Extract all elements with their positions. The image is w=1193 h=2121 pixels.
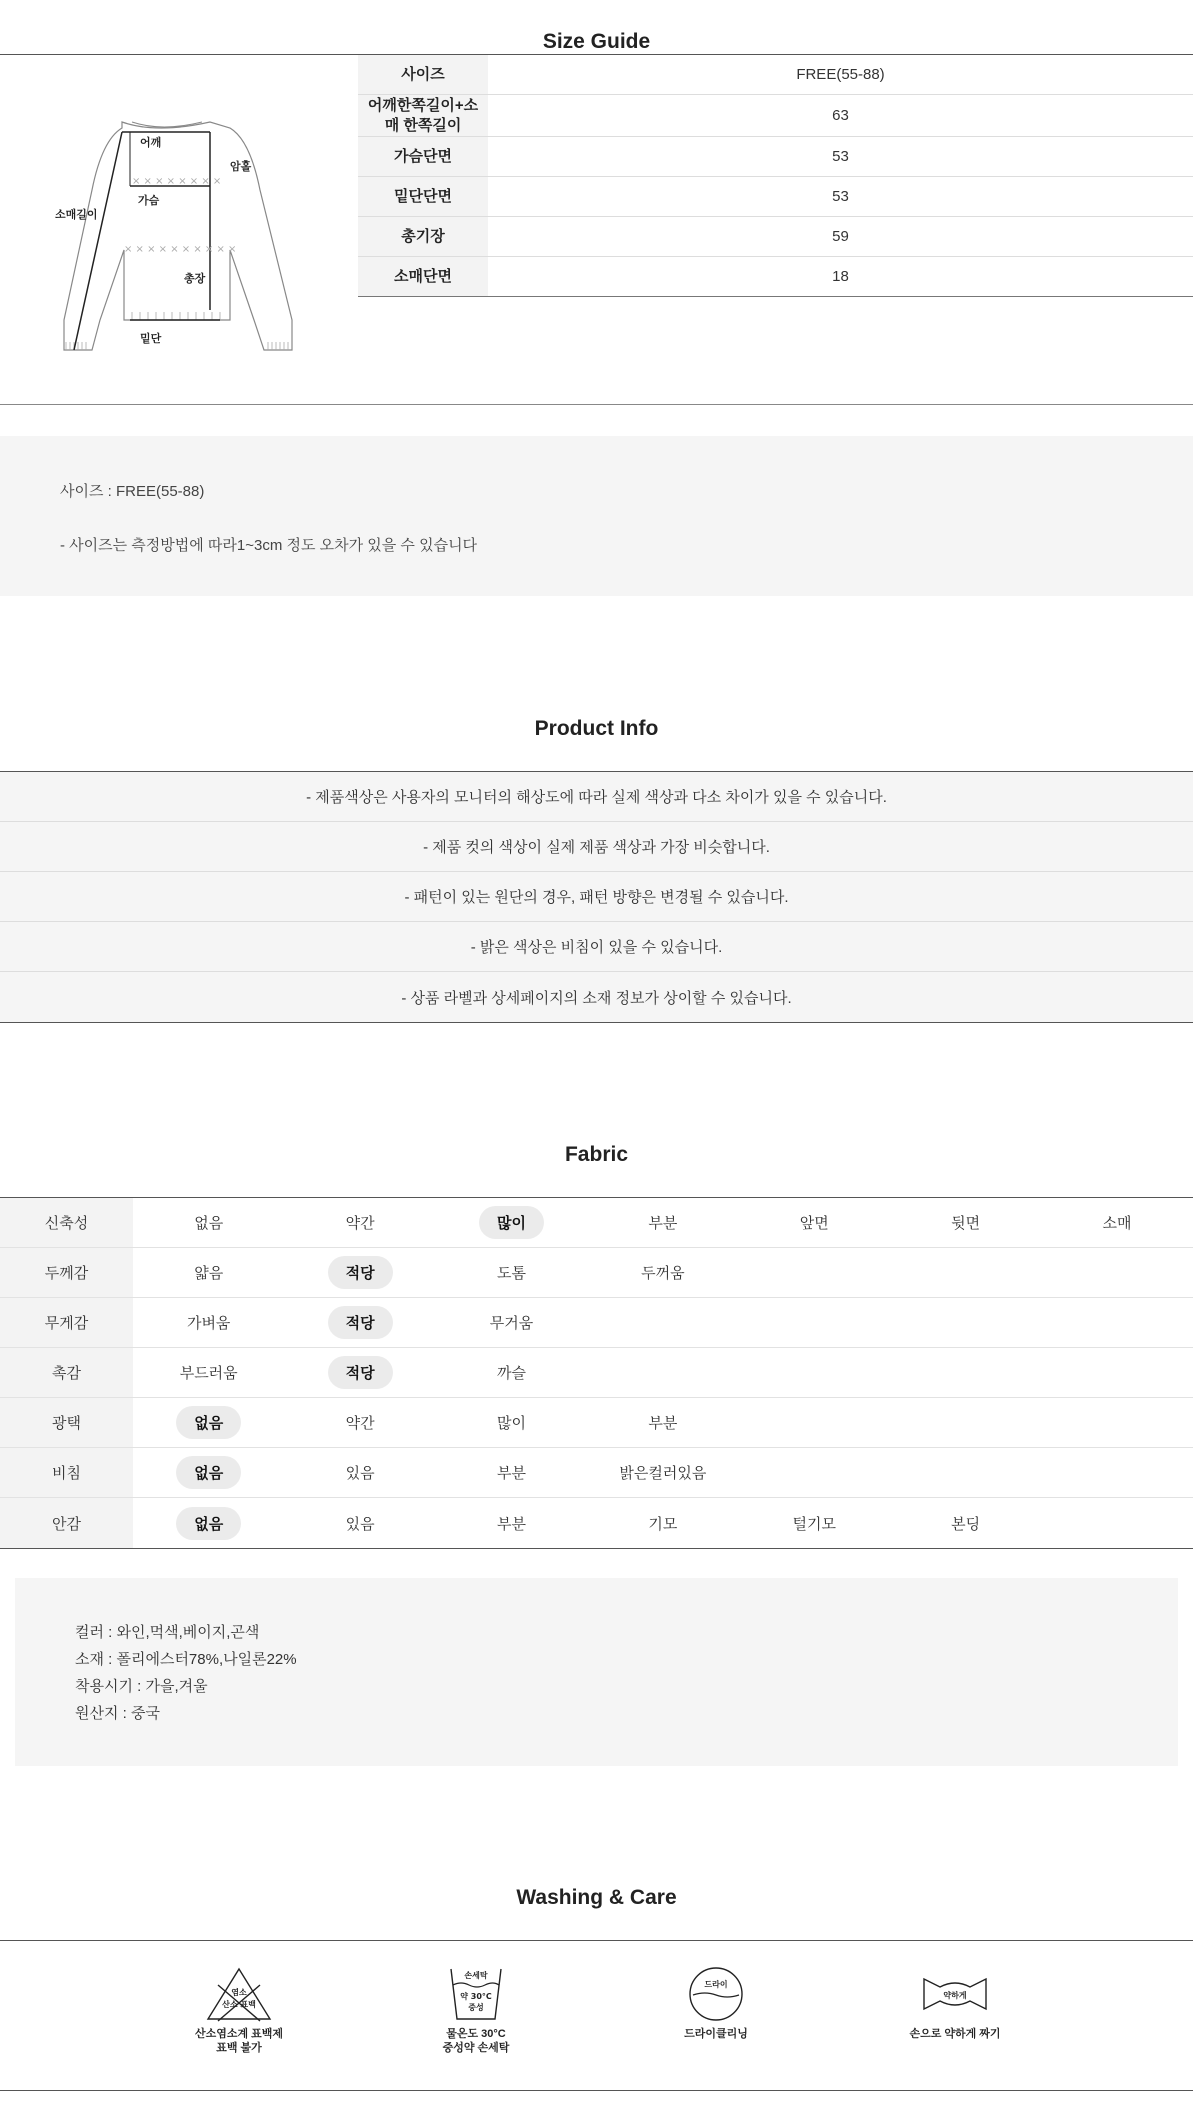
fabric-option-label: 많이 — [496, 1415, 526, 1432]
fabric-option-label: 도톰 — [496, 1265, 526, 1282]
size-note: 사이즈 : FREE(55-88) — [60, 483, 205, 500]
svg-text:× × × × × × × × × ×: × × × × × × × × × × — [124, 244, 237, 255]
fabric-option-label: 두꺼움 — [641, 1265, 685, 1282]
gentle-wring-icon — [920, 1965, 990, 2023]
fabric-option — [739, 1498, 890, 1548]
fabric-option-label — [1099, 1367, 1135, 1379]
fabric-option — [1041, 1448, 1192, 1497]
fabric-attribute-label: 비침 — [0, 1448, 133, 1497]
size-row — [358, 137, 1193, 177]
armhole-label: 암홀 — [230, 161, 252, 173]
size-key: 사이즈 — [358, 55, 488, 94]
product-info-item: - 밝은 색상은 비침이 있을 수 있습니다. — [0, 922, 1193, 972]
product-info-list — [0, 771, 1193, 1023]
fabric-option — [133, 1348, 284, 1397]
fabric-option-label — [1099, 1317, 1135, 1329]
fabric-option — [436, 1348, 587, 1397]
fabric-option — [587, 1448, 738, 1497]
fabric-option — [133, 1448, 284, 1497]
shoulder-label: 어깨 — [140, 137, 162, 149]
fabric-option — [436, 1248, 587, 1297]
fabric-option — [436, 1448, 587, 1497]
origin-detail: 원산지 : 중국 — [75, 1705, 160, 1722]
fabric-option — [284, 1298, 435, 1347]
season-detail: 착용시기 : 가을,겨울 — [75, 1678, 208, 1695]
size-guide-title: Size Guide — [542, 30, 651, 53]
fabric-option-label: 앞면 — [799, 1215, 829, 1232]
measurement-note: - 사이즈는 측정방법에 따라1~3cm 정도 오차가 있을 수 있습니다 — [60, 537, 478, 554]
wash-item-no-bleach — [164, 1965, 314, 2055]
fabric-option — [133, 1498, 284, 1548]
product-info-item: - 제품색상은 사용자의 모니터의 해상도에 따라 실제 색상과 다소 차이가 있을 수 있습니다. — [0, 772, 1193, 822]
wash-item-gentle-wring — [880, 1965, 1030, 2041]
fabric-option — [284, 1348, 435, 1397]
fabric-option-label: 밝은컬러있음 — [619, 1465, 707, 1482]
fabric-option — [436, 1398, 587, 1447]
fabric-option — [436, 1198, 587, 1247]
fabric-option — [890, 1348, 1041, 1397]
fabric-option — [739, 1298, 890, 1347]
fabric-details-box — [15, 1578, 1178, 1766]
fabric-option — [739, 1198, 890, 1247]
fabric-option — [739, 1398, 890, 1447]
wash-label: 표백 불가 — [216, 2042, 262, 2054]
fabric-option-selected: 없음 — [176, 1507, 241, 1540]
divider — [0, 404, 1193, 405]
fabric-attribute-label: 안감 — [0, 1498, 133, 1548]
fabric-option — [133, 1398, 284, 1447]
fabric-option — [133, 1198, 284, 1247]
fabric-option-label — [948, 1467, 984, 1479]
fabric-option — [1041, 1498, 1192, 1548]
fabric-option-label: 부분 — [648, 1415, 678, 1432]
symbol-text: 염소 — [231, 1988, 247, 1997]
wash-label: 물온도 30°C — [446, 2028, 506, 2040]
fabric-row — [0, 1498, 1193, 1548]
fabric-option — [436, 1298, 587, 1347]
size-key: 소매단면 — [358, 257, 488, 296]
sweater-size-diagram — [52, 110, 302, 360]
material-detail: 소재 : 폴리에스터78%,나일론22% — [75, 1651, 297, 1668]
fabric-option-label: 기모 — [648, 1515, 678, 1533]
fabric-option — [890, 1498, 1041, 1548]
symbol-text: 산소 표백 — [222, 2000, 256, 2009]
fabric-option-selected: 적당 — [328, 1356, 393, 1389]
fabric-option — [587, 1348, 738, 1397]
fabric-attribute-label: 촉감 — [0, 1348, 133, 1397]
size-key: 어깨한쪽길이+소매 한쪽길이 — [358, 95, 488, 136]
svg-text:× × × × × × × ×: × × × × × × × × — [132, 176, 222, 187]
size-value: 59 — [832, 228, 849, 245]
symbol-text: 약하게 — [943, 1991, 967, 2000]
fabric-option-selected: 없음 — [176, 1456, 241, 1489]
fabric-option — [890, 1448, 1041, 1497]
fabric-option-label — [1099, 1467, 1135, 1479]
symbol-text: 드라이 — [704, 1980, 728, 1989]
size-table — [358, 55, 1193, 297]
fabric-attribute-label: 광택 — [0, 1398, 133, 1447]
fabric-option — [587, 1248, 738, 1297]
fabric-table — [0, 1197, 1193, 1549]
symbol-text: 약 30°C — [460, 1992, 492, 2001]
symbol-text: 중성 — [468, 2003, 484, 2012]
divider — [0, 2090, 1193, 2091]
divider — [0, 1940, 1193, 1941]
fabric-option — [1041, 1348, 1192, 1397]
fabric-option-label: 부분 — [648, 1215, 678, 1232]
wash-label: 중성약 손세탁 — [442, 2042, 510, 2054]
fabric-attribute-label: 무게감 — [0, 1298, 133, 1347]
fabric-option-label — [1099, 1517, 1135, 1529]
fabric-attribute-label: 신축성 — [0, 1198, 133, 1247]
fabric-option — [739, 1448, 890, 1497]
fabric-row — [0, 1348, 1193, 1398]
total-length-label: 총장 — [184, 273, 206, 285]
fabric-option-label: 뒷면 — [951, 1215, 981, 1232]
hem-label: 밑단 — [140, 333, 162, 345]
fabric-option — [133, 1298, 284, 1347]
fabric-option — [890, 1298, 1041, 1347]
wash-label: 산소염소계 표백제 — [194, 2028, 284, 2040]
fabric-option-label: 있음 — [345, 1515, 375, 1533]
fabric-option-label: 부분 — [496, 1465, 526, 1482]
fabric-option — [739, 1248, 890, 1297]
fabric-option — [587, 1498, 738, 1548]
size-key: 밑단단면 — [358, 177, 488, 216]
fabric-option-label — [1099, 1417, 1135, 1429]
chest-label: 가슴 — [138, 195, 160, 207]
size-row — [358, 177, 1193, 217]
fabric-option-label — [948, 1367, 984, 1379]
fabric-option-label — [796, 1417, 832, 1429]
size-value: 53 — [832, 148, 849, 165]
fabric-option-label: 까슬 — [496, 1365, 526, 1382]
fabric-option-label — [796, 1367, 832, 1379]
fabric-option-label — [796, 1467, 832, 1479]
fabric-option-label: 소매 — [1102, 1215, 1132, 1232]
fabric-row — [0, 1298, 1193, 1348]
fabric-option — [587, 1298, 738, 1347]
fabric-option-label: 가벼움 — [186, 1315, 231, 1332]
wash-item-dry-clean — [641, 1965, 791, 2041]
symbol-text: 손세탁 — [464, 1971, 488, 1980]
size-key: 총기장 — [358, 217, 488, 256]
dry-clean-icon — [681, 1965, 751, 2023]
fabric-option-label: 부분 — [496, 1515, 526, 1533]
sleeve-length-label: 소매길이 — [55, 209, 98, 221]
fabric-title: Fabric — [564, 1143, 629, 1166]
fabric-option — [1041, 1398, 1192, 1447]
fabric-option-label: 부드러움 — [179, 1365, 238, 1382]
size-value: 18 — [832, 268, 849, 285]
fabric-option-label: 무거움 — [489, 1315, 534, 1332]
fabric-option — [587, 1398, 738, 1447]
fabric-option — [890, 1398, 1041, 1447]
fabric-option — [284, 1248, 435, 1297]
fabric-option-selected: 많이 — [479, 1206, 544, 1239]
size-key: 가슴단면 — [358, 137, 488, 176]
fabric-option — [284, 1448, 435, 1497]
fabric-option-label — [1099, 1267, 1135, 1279]
fabric-option — [284, 1398, 435, 1447]
fabric-row — [0, 1248, 1193, 1298]
fabric-option-selected: 적당 — [328, 1256, 393, 1289]
fabric-option-label — [645, 1367, 681, 1379]
no-bleach-icon — [204, 1965, 274, 2023]
size-row — [358, 257, 1193, 297]
fabric-option-label — [796, 1317, 832, 1329]
product-info-item: - 패턴이 있는 원단의 경우, 패턴 방향은 변경될 수 있습니다. — [0, 872, 1193, 922]
size-note-box — [0, 436, 1193, 596]
fabric-option-selected: 없음 — [176, 1406, 241, 1439]
fabric-option-label: 약간 — [345, 1215, 375, 1232]
fabric-row — [0, 1398, 1193, 1448]
fabric-option-label: 얇음 — [194, 1265, 224, 1282]
fabric-option-label — [948, 1417, 984, 1429]
size-value: 53 — [832, 188, 849, 205]
fabric-option-selected: 적당 — [328, 1306, 393, 1339]
fabric-option — [284, 1198, 435, 1247]
fabric-option — [739, 1348, 890, 1397]
fabric-option-label — [796, 1267, 832, 1279]
fabric-option-label: 본딩 — [951, 1515, 981, 1533]
fabric-row — [0, 1198, 1193, 1248]
fabric-option-label: 있음 — [345, 1465, 375, 1482]
wash-label: 손으로 약하게 짜기 — [909, 2028, 1001, 2040]
fabric-attribute-label: 두께감 — [0, 1248, 133, 1297]
size-value: 63 — [832, 107, 849, 124]
fabric-option — [133, 1248, 284, 1297]
fabric-option-label — [645, 1317, 681, 1329]
size-row — [358, 217, 1193, 257]
product-info-item: - 제품 컷의 색상이 실제 제품 색상과 가장 비슷합니다. — [0, 822, 1193, 872]
fabric-option-label: 털기모 — [792, 1515, 836, 1533]
fabric-option — [284, 1498, 435, 1548]
wash-label: 드라이클리닝 — [684, 2028, 748, 2040]
washing-title: Washing & Care — [516, 1886, 677, 1909]
fabric-option — [1041, 1298, 1192, 1347]
product-info-title: Product Info — [534, 717, 659, 740]
size-value: FREE(55-88) — [796, 66, 885, 83]
fabric-option — [890, 1198, 1041, 1247]
size-row — [358, 95, 1193, 137]
fabric-option — [587, 1198, 738, 1247]
size-row — [358, 55, 1193, 95]
fabric-option-label — [948, 1317, 984, 1329]
fabric-option — [1041, 1198, 1192, 1247]
fabric-option-label: 약간 — [345, 1415, 375, 1432]
fabric-option — [890, 1248, 1041, 1297]
wash-item-hand-wash — [401, 1965, 551, 2055]
fabric-row — [0, 1448, 1193, 1498]
fabric-option-label — [948, 1267, 984, 1279]
hand-wash-icon — [441, 1965, 511, 2023]
fabric-option — [1041, 1248, 1192, 1297]
fabric-option-label: 없음 — [194, 1215, 224, 1232]
product-info-item: - 상품 라벨과 상세페이지의 소재 정보가 상이할 수 있습니다. — [0, 972, 1193, 1022]
color-detail: 컬러 : 와인,먹색,베이지,곤색 — [75, 1624, 260, 1641]
fabric-option — [436, 1498, 587, 1548]
